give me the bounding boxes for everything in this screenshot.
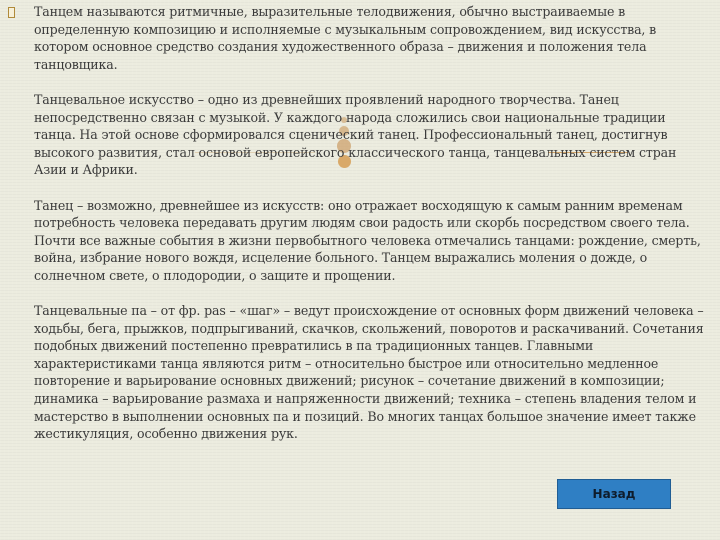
back-button[interactable]: Назад [557, 479, 671, 509]
paragraph-folk-art: Танцевальное искусство – одно из древнейших проявлений народного творчества. Танец непосредственно связан с музыкой. У каждого народа сложились свои национальные традиции танца. На этой основе сформировался сценический танец. Профессиональный танец, достигнув высокого развития, стал основой европейского классического танца, танцевальных систем стран Азии и Африки. [34, 91, 677, 178]
paragraph-definition: Танцем называются ритмичные, выразительные телодвижения, обычно выстраиваемые в определенную композицию и исполняемые с музыкальным сопровождением, вид искусства, в котором основное средство создания художественного образа – движения и положения тела танцовщика. [34, 4, 657, 72]
square-bullet-icon [8, 7, 15, 18]
body-text [34, 3, 710, 443]
paragraph-ancient-art: Танец – возможно, древнейшее из искусств: оно отражает восходящую к самым ранним временам потребность человека передавать другим людям свои радость или скорбь посредством своего тела. Почти все важные события в жизни первобытного человека отмечались танцами: рождение, смерть, война, избрание нового вождя, исцеление больного. Танцем выражались моления о дожде, о солнечном свете, о плодородии, о защите и прощении. [34, 197, 701, 283]
paragraph-dance-steps: Танцевальные па – от фр. pas – «шаг» – ведут происхождение от основных форм движений человека – ходьбы, бега, прыжков, подпрыгиваний, скачков, скольжений, поворотов и раскачиваний. Сочетания подобных движений постепенно превратились в па традиционных танцев. Главными характеристиками танца являются ритм – относительно быстрое или относительно медленное повторение и варьирование основных движений; рисунок – сочетание движений в композиции; динамика – варьирование размаха и напряженности движений; техника – степень владения телом и мастерство в выполнении основных па и позиций. Во многих танцах большое значение имеет также жестикуляция, особенно движения рук. [34, 303, 704, 442]
